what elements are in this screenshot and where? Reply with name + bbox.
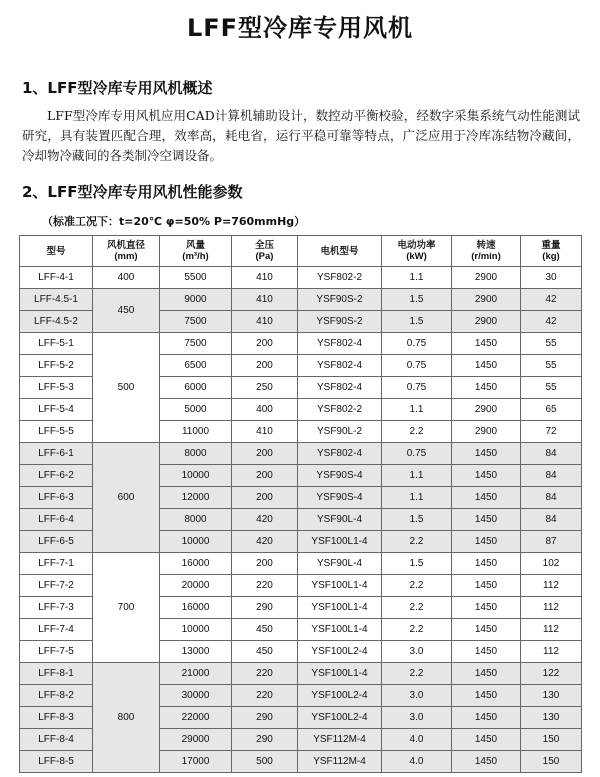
cell-model: LFF-4-1: [20, 267, 93, 289]
cell-power: 2.2: [382, 575, 452, 597]
header-weight: 重量 (kg): [521, 236, 582, 267]
cell-motor: YSF802-4: [298, 355, 382, 377]
cell-motor: YSF90S-2: [298, 289, 382, 311]
cell-airflow: 11000: [160, 421, 232, 443]
cell-pressure: 420: [232, 509, 298, 531]
cell-power: 2.2: [382, 421, 452, 443]
cell-pressure: 500: [232, 751, 298, 773]
cell-airflow: 29000: [160, 729, 232, 751]
header-diameter: 风机直径 (mm): [93, 236, 160, 267]
cell-power: 1.1: [382, 465, 452, 487]
cell-power: 2.2: [382, 619, 452, 641]
cell-airflow: 10000: [160, 465, 232, 487]
cell-power: 1.1: [382, 399, 452, 421]
cell-pressure: 250: [232, 377, 298, 399]
cell-motor: YSF802-2: [298, 267, 382, 289]
cell-motor: YSF90L-4: [298, 509, 382, 531]
cell-airflow: 13000: [160, 641, 232, 663]
cell-model: LFF-6-5: [20, 531, 93, 553]
overview-paragraph: LFF型冷库专用风机应用CAD计算机辅助设计，数控动平衡校验，经数字采集系统气动性能测试研究，具有装置匹配合理，效率高，耗电省，运行平稳可靠等特点，广泛应用于冷库冻结物冷藏间，冷却物冷藏间的各类制冷空调设备。: [22, 108, 580, 163]
cell-airflow: 5000: [160, 399, 232, 421]
cell-model: LFF-7-2: [20, 575, 93, 597]
cell-power: 0.75: [382, 443, 452, 465]
cell-model: LFF-5-3: [20, 377, 93, 399]
cell-airflow: 21000: [160, 663, 232, 685]
cell-motor: YSF100L2-4: [298, 641, 382, 663]
section-heading-performance: 2、LFF型冷库专用风机性能参数: [22, 183, 243, 201]
header-model: 型号: [20, 236, 93, 267]
cell-model: LFF-6-4: [20, 509, 93, 531]
cell-power: 1.5: [382, 509, 452, 531]
cell-motor: YSF90S-2: [298, 311, 382, 333]
cell-power: 3.0: [382, 641, 452, 663]
cell-airflow: 16000: [160, 597, 232, 619]
cell-weight: 84: [521, 465, 582, 487]
table-row: [20, 267, 582, 289]
cell-speed: 2900: [452, 399, 521, 421]
cell-pressure: 410: [232, 289, 298, 311]
cell-pressure: 220: [232, 663, 298, 685]
cell-airflow: 7500: [160, 311, 232, 333]
cell-weight: 112: [521, 597, 582, 619]
cell-weight: 130: [521, 685, 582, 707]
cell-power: 1.1: [382, 487, 452, 509]
cell-speed: 1450: [452, 751, 521, 773]
cell-speed: 2900: [452, 311, 521, 333]
cell-model: LFF-7-5: [20, 641, 93, 663]
cell-pressure: 220: [232, 575, 298, 597]
cell-motor: YSF100L1-4: [298, 597, 382, 619]
cell-speed: 1450: [452, 377, 521, 399]
header-pressure: 全压 (Pa): [232, 236, 298, 267]
cell-pressure: 410: [232, 311, 298, 333]
cell-model: LFF-5-2: [20, 355, 93, 377]
cell-airflow: 8000: [160, 443, 232, 465]
cell-model: LFF-5-5: [20, 421, 93, 443]
cell-motor: YSF90S-4: [298, 487, 382, 509]
cell-airflow: 16000: [160, 553, 232, 575]
table-row: [20, 553, 582, 575]
cell-airflow: 6500: [160, 355, 232, 377]
cell-model: LFF-8-5: [20, 751, 93, 773]
cell-weight: 112: [521, 619, 582, 641]
cell-motor: YSF100L2-4: [298, 685, 382, 707]
cell-model: LFF-5-1: [20, 333, 93, 355]
cell-speed: 1450: [452, 597, 521, 619]
cell-weight: 42: [521, 289, 582, 311]
cell-weight: 42: [521, 311, 582, 333]
cell-pressure: 200: [232, 443, 298, 465]
cell-pressure: 220: [232, 685, 298, 707]
cell-motor: YSF100L1-4: [298, 663, 382, 685]
cell-speed: 2900: [452, 289, 521, 311]
cell-weight: 122: [521, 663, 582, 685]
cell-power: 1.5: [382, 289, 452, 311]
cell-speed: 1450: [452, 575, 521, 597]
cell-power: 1.1: [382, 267, 452, 289]
cell-motor: YSF100L2-4: [298, 707, 382, 729]
cell-model: LFF-6-2: [20, 465, 93, 487]
cell-power: 3.0: [382, 707, 452, 729]
cell-diameter: 700: [93, 553, 160, 663]
cell-model: LFF-7-4: [20, 619, 93, 641]
cell-weight: 55: [521, 333, 582, 355]
cell-speed: 1450: [452, 729, 521, 751]
cell-motor: YSF90L-2: [298, 421, 382, 443]
cell-speed: 1450: [452, 619, 521, 641]
cell-pressure: 290: [232, 729, 298, 751]
table-body: [20, 267, 582, 773]
cell-weight: 30: [521, 267, 582, 289]
cell-pressure: 200: [232, 355, 298, 377]
cell-pressure: 200: [232, 333, 298, 355]
cell-motor: YSF90L-4: [298, 553, 382, 575]
cell-motor: YSF802-4: [298, 377, 382, 399]
cell-weight: 84: [521, 509, 582, 531]
cell-motor: YSF100L1-4: [298, 619, 382, 641]
cell-power: 0.75: [382, 377, 452, 399]
cell-airflow: 7500: [160, 333, 232, 355]
cell-speed: 1450: [452, 487, 521, 509]
cell-power: 0.75: [382, 355, 452, 377]
cell-pressure: 420: [232, 531, 298, 553]
cell-model: LFF-6-3: [20, 487, 93, 509]
cell-pressure: 410: [232, 421, 298, 443]
cell-diameter: 500: [93, 333, 160, 443]
cell-airflow: 22000: [160, 707, 232, 729]
cell-airflow: 12000: [160, 487, 232, 509]
cell-weight: 150: [521, 751, 582, 773]
table-row: [20, 663, 582, 685]
cell-weight: 112: [521, 575, 582, 597]
cell-airflow: 6000: [160, 377, 232, 399]
cell-power: 2.2: [382, 597, 452, 619]
cell-speed: 1450: [452, 641, 521, 663]
cell-speed: 1450: [452, 685, 521, 707]
cell-airflow: 9000: [160, 289, 232, 311]
cell-model: LFF-8-4: [20, 729, 93, 751]
cell-airflow: 10000: [160, 619, 232, 641]
cell-model: LFF-7-3: [20, 597, 93, 619]
cell-model: LFF-7-1: [20, 553, 93, 575]
cell-power: 2.2: [382, 531, 452, 553]
cell-model: LFF-5-4: [20, 399, 93, 421]
cell-weight: 55: [521, 355, 582, 377]
cell-pressure: 200: [232, 487, 298, 509]
cell-diameter: 400: [93, 267, 160, 289]
cell-weight: 130: [521, 707, 582, 729]
cell-model: LFF-8-2: [20, 685, 93, 707]
cell-model: LFF-6-1: [20, 443, 93, 465]
cell-model: LFF-4.5-1: [20, 289, 93, 311]
cell-pressure: 200: [232, 553, 298, 575]
cell-motor: YSF112M-4: [298, 751, 382, 773]
cell-weight: 84: [521, 487, 582, 509]
cell-airflow: 8000: [160, 509, 232, 531]
cell-pressure: 450: [232, 619, 298, 641]
header-airflow: 风量 (m³/h): [160, 236, 232, 267]
cell-motor: YSF90S-4: [298, 465, 382, 487]
cell-speed: 1450: [452, 531, 521, 553]
cell-motor: YSF802-4: [298, 443, 382, 465]
cell-motor: YSF802-4: [298, 333, 382, 355]
cell-weight: 150: [521, 729, 582, 751]
cell-speed: 1450: [452, 465, 521, 487]
cell-pressure: 400: [232, 399, 298, 421]
standard-condition-note: （标准工况下：t=20℃ φ=50% P=760mmHg）: [42, 215, 306, 228]
cell-weight: 65: [521, 399, 582, 421]
cell-pressure: 410: [232, 267, 298, 289]
page-title: LFF型冷库专用风机: [186, 14, 414, 42]
cell-diameter: 450: [93, 289, 160, 333]
cell-power: 2.2: [382, 663, 452, 685]
cell-diameter: 800: [93, 663, 160, 773]
cell-airflow: 5500: [160, 267, 232, 289]
cell-motor: YSF100L1-4: [298, 575, 382, 597]
cell-diameter: 600: [93, 443, 160, 553]
cell-pressure: 200: [232, 465, 298, 487]
cell-power: 1.5: [382, 311, 452, 333]
header-speed: 转速 (r/min): [452, 236, 521, 267]
cell-weight: 102: [521, 553, 582, 575]
cell-airflow: 10000: [160, 531, 232, 553]
performance-table: [19, 235, 582, 773]
table-row: [20, 289, 582, 311]
cell-airflow: 17000: [160, 751, 232, 773]
section-heading-overview: 1、LFF型冷库专用风机概述: [22, 79, 213, 97]
cell-pressure: 290: [232, 597, 298, 619]
header-power: 电动功率 (kW): [382, 236, 452, 267]
cell-power: 1.5: [382, 553, 452, 575]
cell-weight: 87: [521, 531, 582, 553]
table-header-row: [20, 236, 582, 267]
cell-model: LFF-8-3: [20, 707, 93, 729]
cell-speed: 2900: [452, 421, 521, 443]
cell-speed: 2900: [452, 267, 521, 289]
cell-weight: 84: [521, 443, 582, 465]
cell-speed: 1450: [452, 553, 521, 575]
cell-model: LFF-8-1: [20, 663, 93, 685]
cell-weight: 55: [521, 377, 582, 399]
cell-speed: 1450: [452, 333, 521, 355]
table-row: [20, 333, 582, 355]
cell-weight: 112: [521, 641, 582, 663]
cell-power: 0.75: [382, 333, 452, 355]
cell-airflow: 30000: [160, 685, 232, 707]
cell-motor: YSF802-2: [298, 399, 382, 421]
cell-speed: 1450: [452, 509, 521, 531]
cell-power: 3.0: [382, 685, 452, 707]
table-row: [20, 443, 582, 465]
cell-power: 4.0: [382, 751, 452, 773]
cell-pressure: 450: [232, 641, 298, 663]
cell-airflow: 20000: [160, 575, 232, 597]
cell-pressure: 290: [232, 707, 298, 729]
cell-speed: 1450: [452, 443, 521, 465]
cell-motor: YSF100L1-4: [298, 531, 382, 553]
cell-weight: 72: [521, 421, 582, 443]
header-motor: 电机型号: [298, 236, 382, 267]
cell-speed: 1450: [452, 707, 521, 729]
cell-speed: 1450: [452, 355, 521, 377]
cell-model: LFF-4.5-2: [20, 311, 93, 333]
cell-speed: 1450: [452, 663, 521, 685]
cell-power: 4.0: [382, 729, 452, 751]
cell-motor: YSF112M-4: [298, 729, 382, 751]
